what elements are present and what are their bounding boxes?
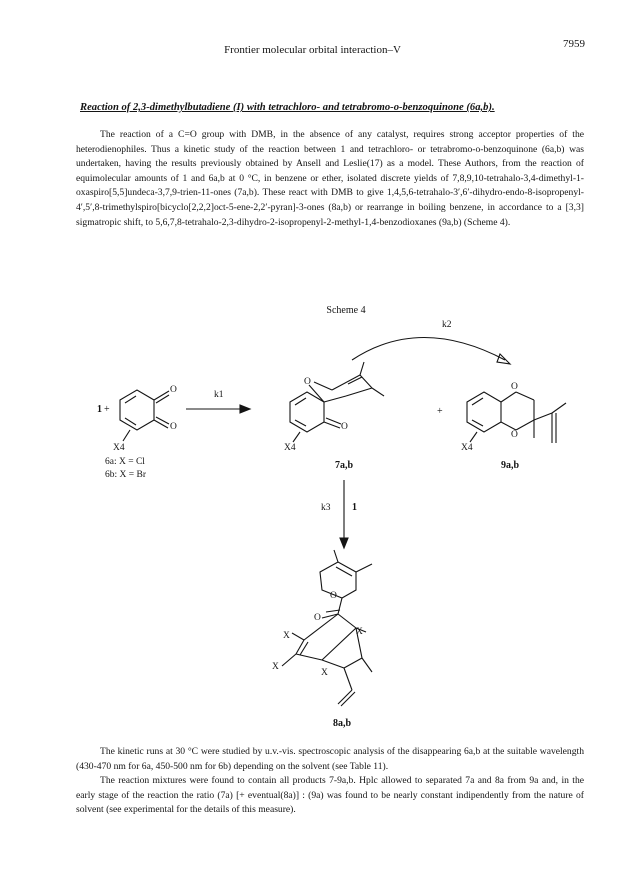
- atom-label: O: [341, 422, 348, 432]
- rate-constant-label: k3: [321, 503, 331, 513]
- atom-label: X: [272, 662, 279, 672]
- atom-label: X: [283, 631, 290, 641]
- spiro-7ab-structure: [290, 362, 384, 442]
- compound-8-label: 8a,b: [333, 718, 352, 729]
- plus-sign: +: [104, 404, 110, 415]
- page-number: 7959: [563, 38, 585, 50]
- running-header: Frontier molecular orbital interaction–V: [224, 44, 401, 56]
- paragraph-text: The kinetic runs at 30 °C were studied by u.v.-vis. spectroscopic analysis of the disappearing 6a,b at the suitable wavelength (430-470 nm for 6a, 450-500 nm for 6b) depending on the solvent (see Table 11).: [76, 746, 584, 772]
- paragraph-intro: [76, 128, 584, 230]
- atom-label: O: [304, 377, 311, 387]
- compound-9-label: 9a,b: [501, 460, 520, 471]
- substituent-label: X4: [461, 443, 473, 453]
- compound-6a-label: 6a: X = Cl: [105, 457, 145, 467]
- rate-constant-label: k2: [442, 320, 452, 330]
- arrow-k3: [340, 480, 348, 548]
- atom-label: X: [356, 627, 363, 637]
- quinone-6ab-structure: [120, 390, 169, 441]
- arrow-k1: [186, 405, 250, 413]
- paragraph-text: The reaction of a C=O group with DMB, in the absence of any catalyst, requires strong acceptor properties of the heterodienophiles. Thus a kinetic study of the reaction between 1 and tetrachloro- or tetrabromo-o-benzoquinone (6a,b) was undertaken, having the results previously obtained by Ansell and Leslie(17) as a model. These Authors, from the reaction of equimolecular amounts of 1 and 6a,b at 0 °C, in benzene or ether, isolated discrete yields of 7,8,9,10-tetrahalo-3,4-dimethyl-1-oxaspiro[5,5]undeca-3,7,9-trien-11-ones (7a,b). These react with DMB to give 1,4,5,6-tetrahalo-3′,6′-dihydro-endo-8-isopropenyl-4′,5′,8-trimethylspiro[bicyclo[2,2,2]oct-5-ene-2,2′-pyran]-3-ones (8a,b) or rearrange in boiling benzene, in accordance to a [3,3] sigmatropic shift, to 5,6,7,8-tetrahalo-2,3-dihydro-2-isopropenyl-2-methyl-1,4-benzodioxanes (9a,b) (Scheme 4).: [76, 129, 584, 228]
- section-title: Reaction of 2,3-dimethylbutadiene (I) with tetrachloro- and tetrabromo-o-benzoquinone (6a,b).: [80, 102, 495, 113]
- substituent-label: X4: [284, 443, 296, 453]
- reagent-label: 1: [352, 502, 357, 513]
- atom-label: O: [330, 591, 337, 601]
- paragraph-text: The reaction mixtures were found to contain all products 7-9a,b. Hplc allowed to separated 7a and 8a from 9a and, in the early stage of the reaction the ratio (7a) [+ eventual(8a)] : (9a) was found to be nearly constant indipendently from the nature of solvent (see experimental for the details of this measure).: [76, 775, 584, 816]
- plus-sign: +: [437, 406, 443, 417]
- atom-label: O: [511, 430, 518, 440]
- reaction-scheme-4: [0, 300, 625, 740]
- compound-6b-label: 6b: X = Br: [105, 470, 146, 480]
- rate-constant-label: k1: [214, 390, 224, 400]
- scheme-title: Scheme 4: [326, 305, 366, 316]
- atom-label: O: [170, 422, 177, 432]
- compound-7-label: 7a,b: [335, 460, 354, 471]
- reactant-label: 1: [97, 404, 102, 415]
- atom-label: X: [321, 668, 328, 678]
- paragraph-kinetics: [76, 745, 584, 818]
- atom-label: O: [314, 613, 321, 623]
- atom-label: O: [511, 382, 518, 392]
- atom-label: O: [170, 385, 177, 395]
- substituent-label: X4: [113, 443, 125, 453]
- arrow-k2: [352, 338, 510, 365]
